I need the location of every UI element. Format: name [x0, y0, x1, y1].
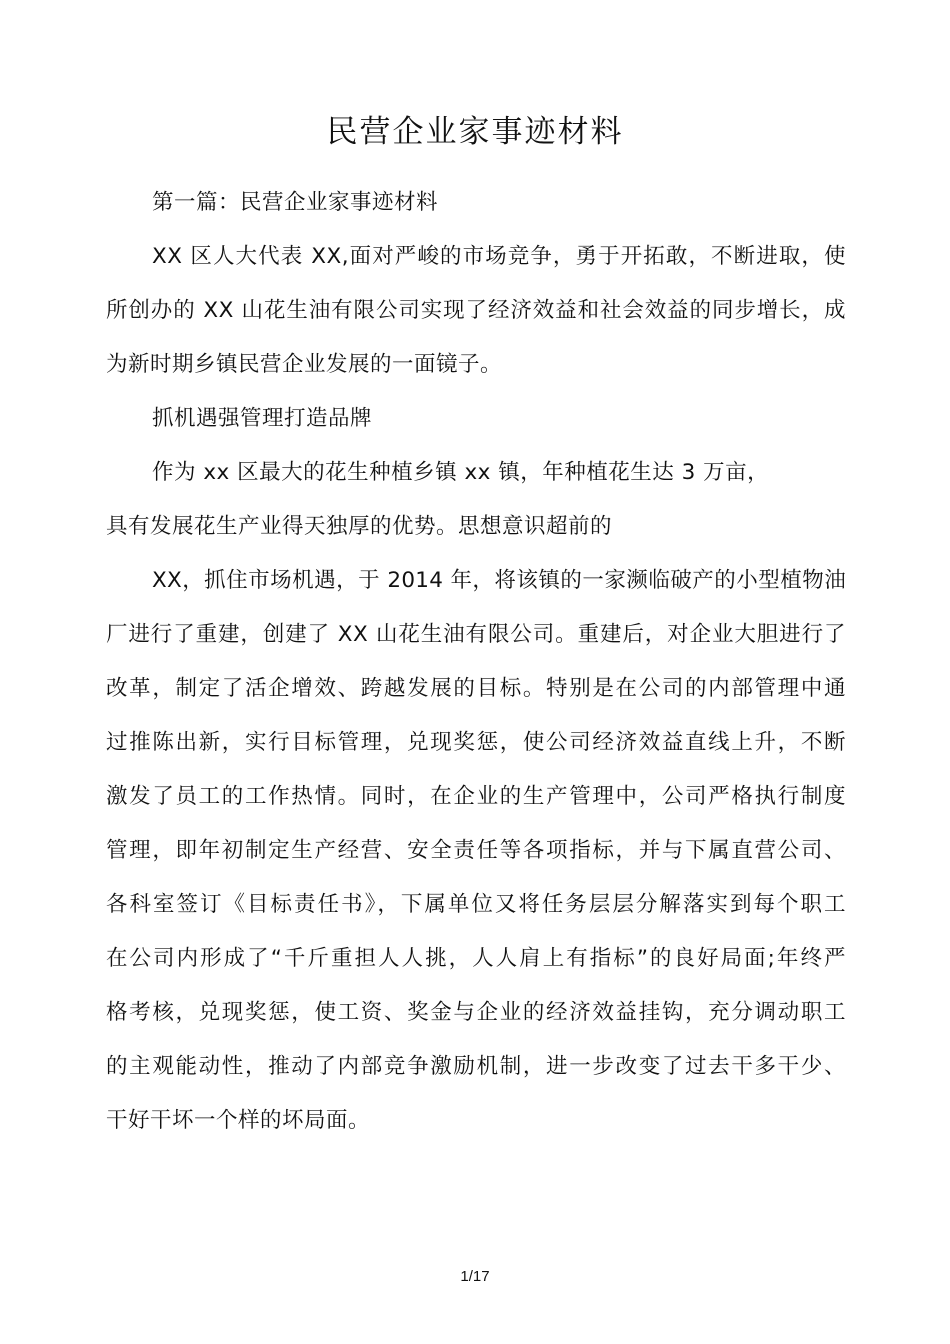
paragraph-line: 的主观能动性，推动了内部竞争激励机制，进一步改变了过去干多干少、 [106, 1054, 846, 1079]
page-number: 1/17 [460, 1268, 490, 1285]
paragraph-line: 改革，制定了活企增效、跨越发展的目标。特别是在公司的内部管理中通 [106, 676, 846, 701]
paragraph-line: 在公司内形成了“千斤重担人人挑，人人肩上有指标”的良好局面;年终严 [106, 946, 846, 971]
paragraph-line: 管理，即年初制定生产经营、安全责任等各项指标，并与下属直营公司、 [106, 838, 846, 863]
subheading: 抓机遇强管理打造品牌 [152, 406, 373, 431]
paragraph-line: 激发了员工的工作热情。同时，在企业的生产管理中，公司严格执行制度 [106, 784, 846, 809]
paragraph-line: 干好干坏一个样的坏局面。 [106, 1108, 371, 1133]
paragraph-line: 作为 xx 区最大的花生种植乡镇 xx 镇，年种植花生达 3 万亩， [152, 460, 770, 485]
paragraph-line: 为新时期乡镇民营企业发展的一面镜子。 [106, 352, 503, 377]
paragraph-line: 各科室签订《目标责任书》，下属单位又将任务层层分解落实到每个职工 [106, 892, 846, 917]
paragraph-line: 过推陈出新，实行目标管理，兑现奖惩，使公司经济效益直线上升，不断 [106, 730, 846, 755]
section-heading: 第一篇：民营企业家事迹材料 [152, 190, 439, 215]
paragraph-line: 所创办的 XX 山花生油有限公司实现了经济效益和社会效益的同步增长，成 [106, 298, 846, 323]
paragraph-line: 格考核，兑现奖惩，使工资、奖金与企业的经济效益挂钩，充分调动职工 [106, 1000, 846, 1025]
paragraph-line: XX 区人大代表 XX,面对严峻的市场竞争，勇于开拓敢，不断进取，使 [152, 244, 846, 269]
paragraph-line: 具有发展花生产业得天独厚的优势。思想意识超前的 [106, 514, 613, 539]
paragraph-line: 厂进行了重建，创建了 XX 山花生油有限公司。重建后，对企业大胆进行了 [106, 622, 846, 647]
document-title: 民营企业家事迹材料 [326, 114, 624, 150]
paragraph-line: XX，抓住市场机遇，于 2014 年，将该镇的一家濒临破产的小型植物油 [152, 568, 846, 593]
